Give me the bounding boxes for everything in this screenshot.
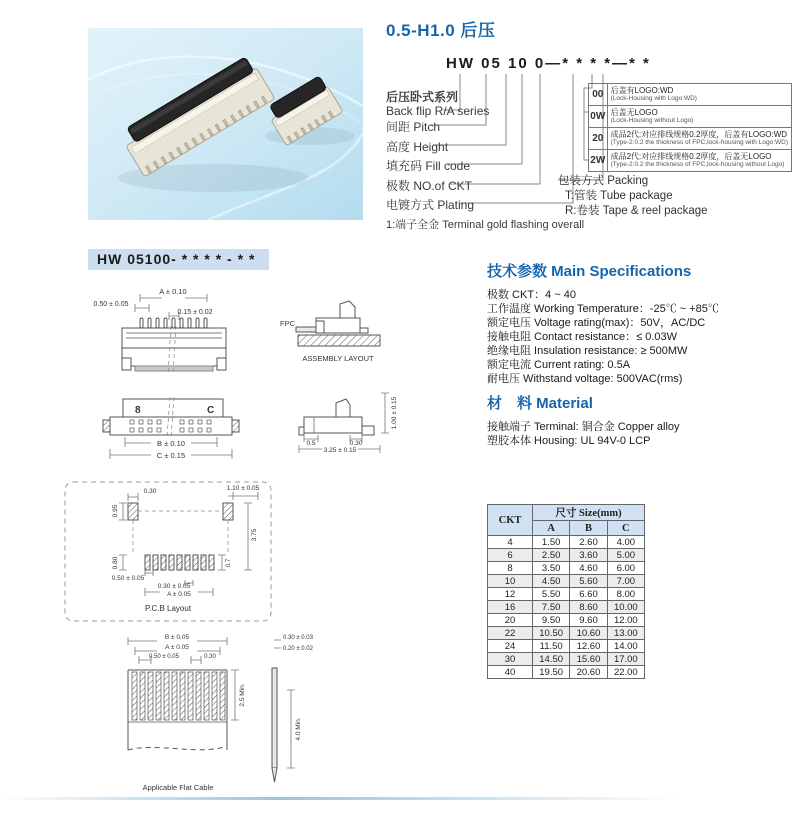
dim-b: B ± 0.10	[157, 439, 185, 448]
spec-item: 绝缘电阻 Insulation resistance: ≥ 500MW	[487, 345, 688, 357]
label-ckt: 极数 NO.of CKT	[386, 179, 473, 193]
page-title: 0.5-H1.0 后压	[386, 21, 496, 40]
option-code: 2W	[589, 150, 608, 172]
pcb-dim-a: A ± 0.05	[167, 591, 191, 598]
option-en: (Lock-Housing without Logo)	[610, 117, 694, 124]
option-en: (Type-2:0.2 the thickness of FPC,lock-housing without Logo)	[610, 161, 785, 168]
dim-050: 0.50 ± 0.05	[93, 301, 129, 308]
cable-caption: Applicable Flat Cable	[142, 783, 214, 792]
drawing-assembly-layout	[278, 286, 433, 381]
specs-heading: 技术参数 Main Specifications	[487, 263, 692, 280]
side-view-body	[299, 399, 374, 435]
option-en: (Type-2:0.2 the thickness of FPC,lock-housing with Logo:WD)	[610, 139, 788, 146]
fpc-label: FPC	[280, 319, 295, 328]
assembly-body	[296, 301, 368, 333]
cable-body	[128, 670, 227, 750]
packing-tube: T:管装 Tube package	[565, 190, 673, 202]
cable-dim-030: 0.30	[204, 654, 216, 660]
table-row: 20 9.50 9.60 12.00	[488, 614, 645, 627]
part-code: HW 05 10 0—* * * *—* *	[446, 55, 651, 72]
option-row	[589, 128, 792, 150]
option-row	[589, 150, 792, 172]
option-cn: 成品2代:对应排线规格0.2厚度，后盖无LOGO	[610, 152, 772, 161]
option-code: 00	[589, 84, 608, 106]
cable-dim-40min: 4.0 Min.	[295, 717, 302, 741]
drawing-pcb-layout	[62, 477, 284, 627]
pcb-hatch	[298, 335, 380, 346]
label-fill-code: 填充码 Fill code	[386, 159, 471, 173]
cable-dim-a: A ± 0.05	[165, 644, 189, 651]
spec-item: 额定电压 Voltage rating(max)：50V，AC/DC	[487, 317, 706, 329]
option-cn: 后盖无LOGO	[610, 108, 658, 117]
option-cn: 成品2代:对应排线规格0.2厚度，后盖有LOGO:WD	[610, 130, 788, 139]
label-pitch: 间距 Pitch	[386, 120, 441, 134]
drawing-flat-cable	[95, 630, 335, 795]
mark-8: 8	[135, 405, 141, 416]
table-row: 24 11.50 12.60 14.00	[488, 640, 645, 653]
material-heading: 材 料 Material	[487, 395, 593, 412]
label-plating-note: 1:端子全金 Terminal gold flashing overall	[386, 219, 585, 231]
spec-item: 耐电压 Withstand voltage: 500VAC(rms)	[487, 373, 683, 385]
cable-dim-25min: 2.5 Min.	[239, 683, 246, 707]
mark-c: C	[207, 405, 215, 416]
pcb-dim-050: 0.50 ± 0.05	[111, 575, 145, 582]
pcb-dim-030: 0.30	[143, 488, 157, 495]
product-photo	[88, 28, 363, 220]
packing-note	[558, 174, 708, 219]
pcb-dim-110: 1.10 ± 0.05	[226, 485, 260, 492]
material-item: 接触端子 Terminal: 铜合金 Copper alloy	[487, 421, 680, 433]
bottom-view-body	[103, 399, 239, 435]
option-row	[589, 106, 792, 128]
pcb-dim-03005: 0.30 ± 0.05	[157, 583, 191, 590]
dim-a: A ± 0.10	[159, 287, 187, 296]
dim-325: 3.25 ± 0.15	[323, 447, 357, 454]
spec-item: 极数 CKT：4 ~ 40	[487, 289, 576, 301]
table-row: 10 4.50 5.60 7.00	[488, 575, 645, 588]
table-row: 22 10.50 10.60 13.00	[488, 627, 645, 640]
cable-dim-b: B ± 0.05	[164, 634, 190, 641]
pcb-dim-07: 0.7	[226, 558, 232, 568]
cable-dim-02002: 0.20 ± 0.02	[283, 646, 313, 652]
dim-05: 0.5	[306, 440, 316, 447]
option-row	[589, 84, 792, 106]
label-series-en: Back flip R/A series	[386, 104, 490, 118]
option-en: (Lock-Housing with Logo:WD)	[610, 95, 697, 102]
size-table-header-ckt: CKT	[488, 505, 533, 536]
label-plating: 电镀方式 Plating	[386, 198, 475, 212]
dim-c: C ± 0.15	[156, 451, 186, 460]
pcb-dim-095: 0.95	[112, 504, 119, 518]
packing-title: 包装方式 Packing	[558, 175, 649, 187]
dim-030: 0.30	[349, 440, 363, 447]
drawing-bottom-view	[85, 387, 300, 471]
table-row: 16 7.50 8.60 10.00	[488, 601, 645, 614]
drawing-front-view	[85, 282, 295, 382]
table-row: 12 5.50 6.60 8.00	[488, 588, 645, 601]
specs-section	[487, 260, 719, 386]
label-series-cn: 后压卧式系列	[386, 90, 459, 104]
label-series	[386, 90, 489, 118]
cable-dim-03003: 0.30 ± 0.03	[283, 635, 313, 641]
table-row: 4 1.50 2.60 4.00	[488, 536, 645, 549]
drawing-side-view	[292, 383, 417, 463]
dim-100: 1.00 ± 0.15	[391, 396, 398, 430]
table-row: 6 2.50 3.60 5.00	[488, 549, 645, 562]
table-row: 40 19.50 20.60 22.00	[488, 666, 645, 679]
material-section	[487, 392, 680, 448]
pcb-dashed-border	[65, 482, 271, 621]
pcb-dim-375: 3.75	[251, 528, 258, 542]
size-table-header-size: 尺寸 Size(mm)	[533, 505, 645, 521]
label-height: 高度 Height	[386, 140, 449, 154]
cable-dim-050: 0.50 ± 0.05	[149, 654, 179, 660]
logo-options-table	[588, 83, 792, 172]
option-cn: 后盖有LOGO:WD	[610, 86, 674, 95]
cable-side-view	[272, 668, 277, 782]
size-table-header-c: C	[607, 521, 644, 536]
assembly-caption: ASSEMBLY LAYOUT	[302, 354, 374, 363]
size-table-header-a: A	[533, 521, 570, 536]
material-item: 塑胶本体 Housing: UL 94V-0 LCP	[487, 435, 651, 447]
table-row: 8 3.50 4.60 6.00	[488, 562, 645, 575]
pcb-pads	[128, 503, 233, 570]
footer-rule	[0, 797, 800, 800]
table-row: 30 14.50 15.60 17.00	[488, 653, 645, 666]
option-code: 0W	[589, 106, 608, 128]
dim-015: 0.15 ± 0.02	[177, 309, 213, 316]
size-table-header-b: B	[570, 521, 607, 536]
pcb-caption: P.C.B Layout	[144, 604, 192, 613]
size-table	[487, 504, 645, 679]
spec-item: 接触电阻 Contact resistance：≤ 0.03W	[487, 331, 678, 343]
section-heading: HW 05100- * * * * - * *	[88, 249, 269, 270]
option-code: 20	[589, 128, 608, 150]
packing-reel: R:卷装 Tape & reel package	[565, 205, 708, 217]
spec-item: 工作温度 Working Temperature：-25℃ ~ +85℃	[487, 303, 719, 315]
spec-item: 额定电流 Current rating: 0.5A	[487, 359, 631, 371]
pcb-dim-080: 0.80	[112, 556, 119, 570]
